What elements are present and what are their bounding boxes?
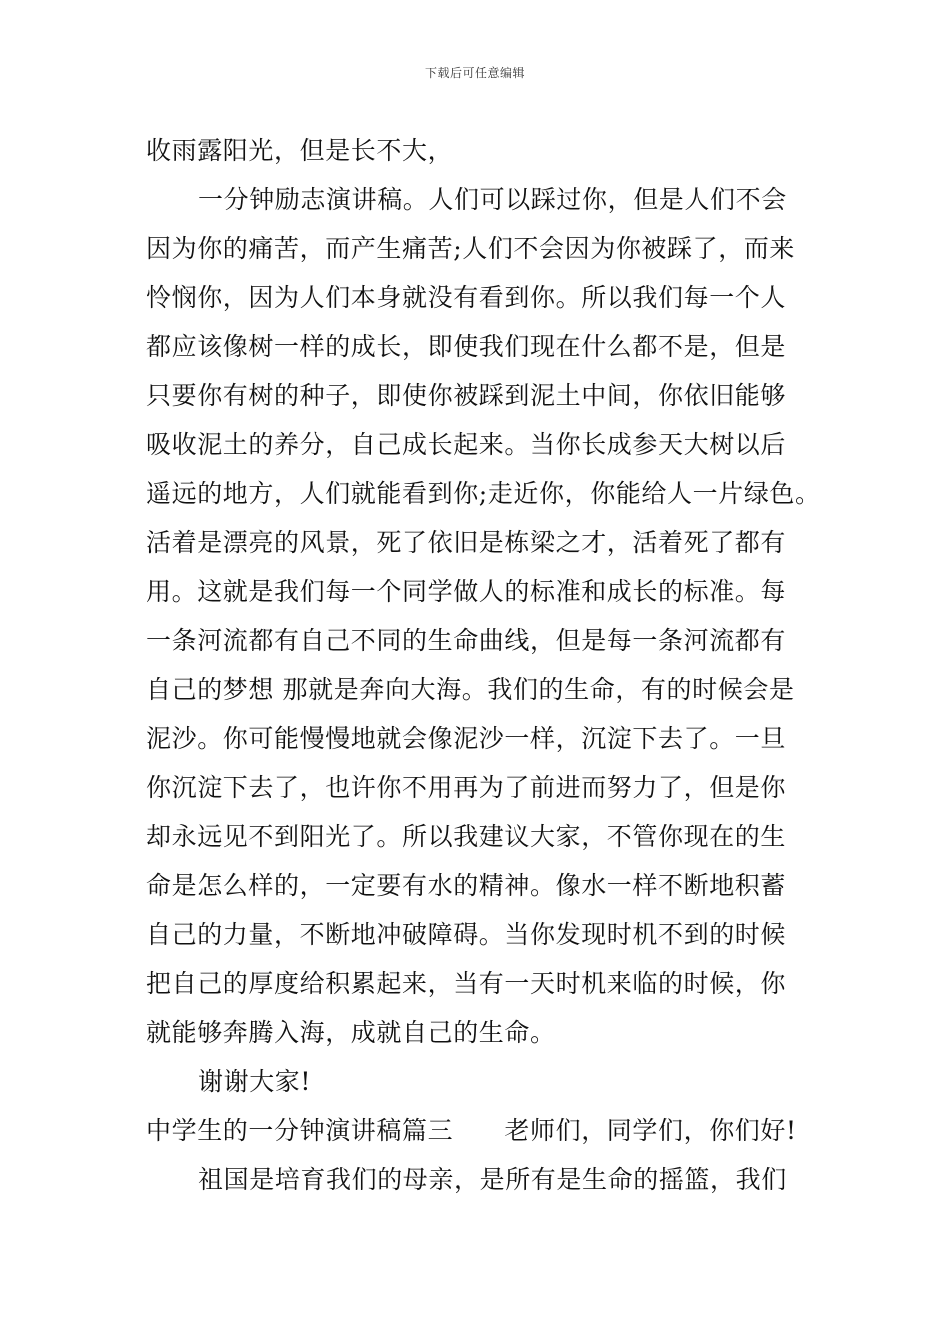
text-line: 就能够奔腾入海，成就自己的生命。 [146, 1018, 556, 1047]
text-line: 都应该像树一样的成长，即使我们现在什么都不是，但是 [146, 332, 787, 361]
text-line: 一条河流都有自己不同的生命曲线，但是每一条河流都有 [146, 626, 787, 655]
text-line: 一分钟励志演讲稿。人们可以踩过你，但是人们不会 [198, 185, 787, 214]
text-line: 你沉淀下去了，也许你不用再为了前进而努力了，但是你 [146, 773, 787, 802]
text-line: 怜悯你，因为人们本身就没有看到你。所以我们每一个人 [146, 283, 787, 312]
text-line: 自己的梦想 那就是奔向大海。我们的生命，有的时候会是 [146, 675, 795, 704]
text-line: 却永远见不到阳光了。所以我建议大家，不管你现在的生 [146, 822, 787, 851]
text-line: 收雨露阳光，但是长不大， [146, 136, 454, 165]
text-line: 谢谢大家! [198, 1067, 312, 1096]
section-heading-line: 中学生的一分钟演讲稿篇三 老师们，同学们，你们好! [146, 1116, 797, 1145]
text-line: 祖国是培育我们的母亲，是所有是生命的摇篮，我们 [198, 1165, 787, 1194]
text-line: 命是怎么样的，一定要有水的精神。像水一样不断地积蓄 [146, 871, 787, 900]
text-line: 泥沙。你可能慢慢地就会像泥沙一样，沉淀下去了。一旦 [146, 724, 787, 753]
text-line: 因为你的痛苦，而产生痛苦;人们不会因为你被踩了，而来 [146, 234, 796, 263]
page-header-note: 下载后可任意编辑 [424, 66, 525, 80]
text-line: 自己的力量，不断地冲破障碍。当你发现时机不到的时候 [146, 920, 787, 949]
text-line: 用。这就是我们每一个同学做人的标准和成长的标准。每 [146, 577, 787, 606]
text-line: 把自己的厚度给积累起来，当有一天时机来临的时候，你 [146, 969, 787, 998]
text-line: 活着是漂亮的风景，死了依旧是栋梁之才，活着死了都有 [146, 528, 787, 557]
text-line: 吸收泥土的养分，自己成长起来。当你长成参天大树以后 [146, 430, 787, 459]
document-body [146, 126, 826, 1204]
text-line: 只要你有树的种子，即使你被踩到泥土中间，你依旧能够 [146, 381, 787, 410]
text-line: 遥远的地方，人们就能看到你;走近你，你能给人一片绿色。 [146, 479, 821, 508]
